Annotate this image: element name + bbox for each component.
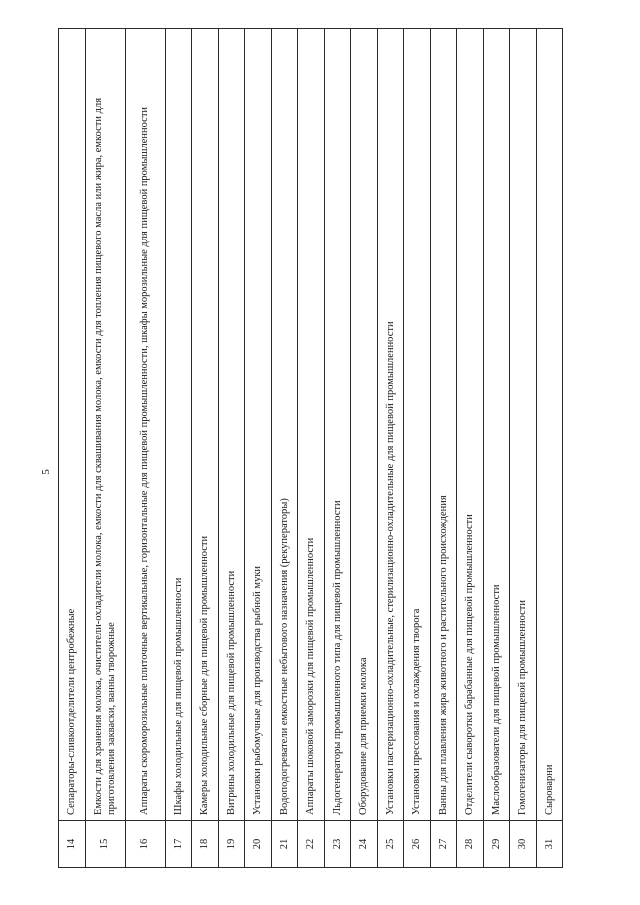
equipment-table-body	[59, 29, 563, 868]
table-row	[377, 29, 404, 868]
row-description: Оборудование для приемки молока	[351, 29, 378, 821]
row-description: Витрины холодильные для пищевой промышленности	[218, 29, 245, 821]
table-row	[430, 29, 457, 868]
row-number: 30	[510, 821, 537, 868]
row-number: 16	[125, 821, 165, 868]
row-description: Емкости для хранения молока, очистители-охладители молока, емкости для сквашивания молока, емкости для топления пищевого масла или жира, емкости для приготовления закваски, ванны творожные	[85, 29, 125, 821]
row-number: 22	[298, 821, 325, 868]
table-row	[59, 29, 86, 868]
equipment-table	[58, 28, 563, 868]
row-number: 14	[59, 821, 86, 868]
table-row	[536, 29, 563, 868]
row-number: 23	[324, 821, 351, 868]
row-description: Сыроварни	[536, 29, 563, 821]
row-description: Гомогенизаторы для пищевой промышленности	[510, 29, 537, 821]
table-row	[324, 29, 351, 868]
row-number: 25	[377, 821, 404, 868]
table-row	[483, 29, 510, 868]
row-number: 21	[271, 821, 298, 868]
table-row	[404, 29, 431, 868]
row-description: Маслообразователи для пищевой промышленности	[483, 29, 510, 821]
row-number: 28	[457, 821, 484, 868]
table-row	[510, 29, 537, 868]
row-number: 29	[483, 821, 510, 868]
table-row	[245, 29, 272, 868]
table-row	[125, 29, 165, 868]
page-number: 5	[40, 469, 52, 475]
row-number: 26	[404, 821, 431, 868]
row-description: Отделители сыворотки барабанные для пищевой промышленности	[457, 29, 484, 821]
row-number: 31	[536, 821, 563, 868]
table-row	[351, 29, 378, 868]
row-description: Льдогенераторы промышленного типа для пищевой промышленности	[324, 29, 351, 821]
row-description: Установки пастеризационно-охладительные, стерилизационно-охладительные для пищевой промышленности	[377, 29, 404, 821]
row-description: Установки прессования и охлаждения творога	[404, 29, 431, 821]
table-row	[457, 29, 484, 868]
row-description: Аппараты скороморозильные плиточные вертикальные, горизонтальные для пищевой промышленности, шкафы морозильные для пищевой промышленности	[125, 29, 165, 821]
row-description: Шкафы холодильные для пищевой промышленности	[165, 29, 192, 821]
row-description: Аппараты шоковой заморозки для пищевой промышленности	[298, 29, 325, 821]
table-row	[271, 29, 298, 868]
row-description: Водоподогреватели емкостные небытового назначения (рекуператоры)	[271, 29, 298, 821]
row-number: 17	[165, 821, 192, 868]
table-row	[85, 29, 125, 868]
table-row	[218, 29, 245, 868]
row-description: Камеры холодильные сборные для пищевой промышленности	[192, 29, 219, 821]
row-description: Ванны для плавления жира животного и растительного происхождения	[430, 29, 457, 821]
table-row	[298, 29, 325, 868]
row-number: 15	[85, 821, 125, 868]
row-number: 20	[245, 821, 272, 868]
row-description: Сепараторы-сливкоотделители центробежные	[59, 29, 86, 821]
table-row	[165, 29, 192, 868]
row-number: 19	[218, 821, 245, 868]
rotated-table-container	[58, 28, 563, 868]
row-number: 24	[351, 821, 378, 868]
row-number: 27	[430, 821, 457, 868]
row-number: 18	[192, 821, 219, 868]
row-description: Установки рыбомучные для производства рыбной муки	[245, 29, 272, 821]
table-row	[192, 29, 219, 868]
